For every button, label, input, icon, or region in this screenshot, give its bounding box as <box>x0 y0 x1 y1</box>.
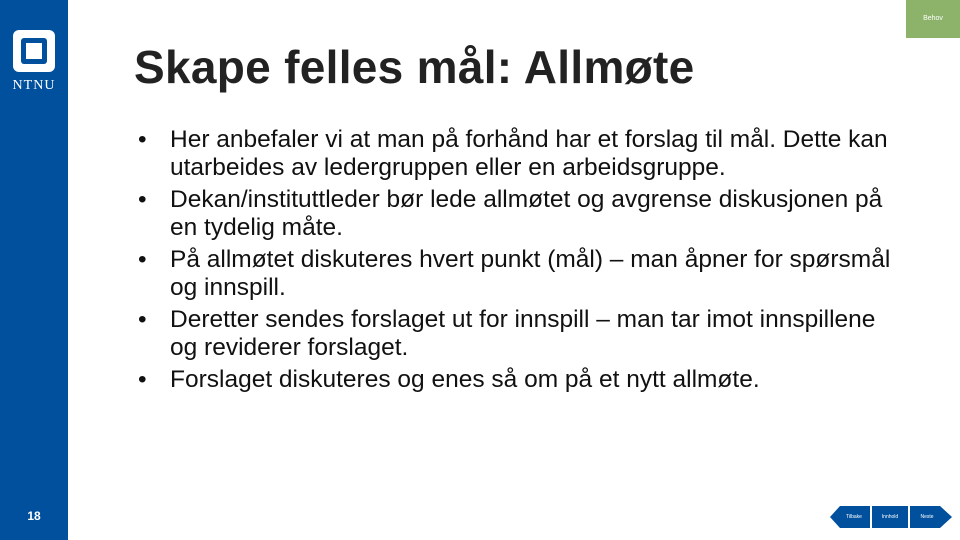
bullet-text: Forslaget diskuteres og enes så om på et nytt allmøte. <box>170 366 760 393</box>
bullet-item <box>138 306 908 362</box>
section-tag[interactable]: Behov <box>906 0 960 38</box>
bullet-item <box>138 246 908 302</box>
index-button-label: Innhold <box>872 506 908 528</box>
bullet-list <box>138 126 908 398</box>
bullet-text: Dekan/instituttleder bør lede allmøtet og avgrense diskusjonen på en tydelig måte. <box>170 186 883 241</box>
bullet-marker: • <box>138 246 147 273</box>
sidebar <box>0 0 68 540</box>
bullet-item <box>138 186 908 242</box>
bullet-item <box>138 366 908 394</box>
bullet-item <box>138 126 908 182</box>
next-button[interactable] <box>910 506 952 528</box>
bullet-marker: • <box>138 186 147 213</box>
back-button[interactable] <box>830 506 870 528</box>
bullet-marker: • <box>138 366 147 393</box>
bullet-marker: • <box>138 126 147 153</box>
bullet-text: Deretter sendes forslaget ut for innspill – man tar imot innspillene og reviderer forslaget. <box>170 306 876 361</box>
index-button[interactable] <box>872 506 908 528</box>
logo-text: NTNU <box>12 78 56 93</box>
page-number: 18 <box>27 509 41 523</box>
slide-title: Skape felles mål: Allmøte <box>134 41 695 93</box>
bullet-text: På allmøtet diskuteres hvert punkt (mål) – man åpner for spørsmål og innspill. <box>170 246 891 301</box>
ntnu-logo-icon <box>12 29 56 73</box>
back-button-label: Tilbake <box>846 514 862 520</box>
bullet-text: Her anbefaler vi at man på forhånd har et forslag til mål. Dette kan utarbeides av ledergruppen eller en arbeidsgruppe. <box>170 126 888 181</box>
bullet-marker: • <box>138 306 147 333</box>
next-button-label: Neste <box>920 514 934 520</box>
